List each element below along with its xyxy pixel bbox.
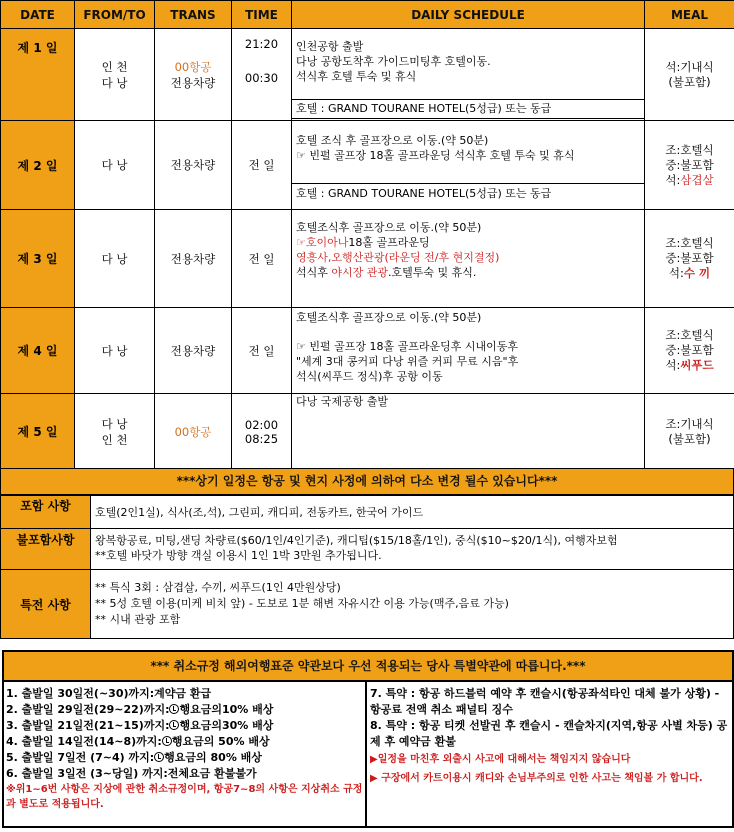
day-row-2	[1, 121, 734, 210]
schedule-line: 호텔조식후 골프장으로 이동.(약 50분)	[296, 221, 482, 234]
cancel-rules-left	[6, 686, 364, 812]
meal-cell	[645, 394, 734, 470]
time-cell	[232, 394, 292, 470]
from-to-cell	[75, 394, 155, 470]
include-text: 호텔(2인1실), 식사(조,석), 그린피, 캐디피, 전동카트, 한국어 가이드	[95, 506, 424, 519]
pointer-icon: ☞	[296, 236, 306, 249]
include-label: 포함 사항	[1, 496, 91, 528]
schedule-line: 영흥사,오행산관광(라운딩 전/후 현지결정)	[296, 251, 500, 264]
day-row-4	[1, 308, 734, 394]
cancellation-policy	[2, 650, 734, 828]
arrive-time: 08:25	[244, 431, 279, 446]
schedule-line: ☞ 빈펄 골프장 18홀 골프라운딩 석식후 호텔 투숙 및 휴식	[296, 149, 575, 162]
include-section	[0, 495, 734, 529]
to-city: 인 천	[101, 432, 128, 447]
schedule-line: 석식후 야시장 관광.호텔투숙 및 휴식.	[296, 266, 477, 279]
airline-name: 00항공	[174, 424, 212, 439]
day-label: 제 5 일	[1, 394, 75, 470]
meal-breakfast: 조:기내식	[665, 416, 714, 431]
meal-breakfast: 조:호텔식	[665, 328, 714, 342]
schedule-cell	[292, 394, 645, 470]
schedule-line: 인천공항 출발	[296, 40, 364, 53]
schedule-line: 석식후 호텔 투숙 및 휴식	[296, 70, 417, 83]
time-cell: 전 일	[232, 210, 292, 308]
meal-cell	[645, 308, 734, 394]
day-row-3	[1, 210, 734, 308]
hotel-line: 호텔 : GRAND TOURANE HOTEL(5성급) 또는 동급	[292, 99, 645, 119]
schedule-cell	[292, 210, 645, 308]
schedule-line: 호텔 조식 후 골프장으로 이동.(약 50분)	[296, 134, 489, 147]
place-cell: 다 낭	[75, 121, 155, 210]
cancel-rule: 8. 특약 : 항공 티켓 선발권 후 캔슬시 - 캔슬차지(지역,항공 사별 차등) 공제 후 예약금 환불	[370, 719, 728, 748]
schedule-line: ☞ 빈펄 골프장 18홀 골프라운딩후 시내이동후	[296, 340, 518, 353]
meal-cell	[645, 29, 734, 121]
trans-cell: 전용차량	[155, 308, 232, 394]
schedule-cell	[292, 308, 645, 394]
time-cell	[232, 29, 292, 121]
depart-time: 02:00	[244, 417, 279, 432]
clock-icon	[154, 752, 164, 762]
meal-dinner: 석:기내식	[665, 59, 714, 74]
schedule-line: "세계 3대 콩커피 다낭 위즐 커피 무료 시음"후	[296, 355, 519, 368]
vehicle: 전용차량	[170, 75, 216, 90]
schedule-line	[292, 325, 644, 339]
time-cell: 전 일	[232, 308, 292, 394]
special-label: 특전 사항	[1, 570, 91, 638]
from-to-cell	[75, 29, 155, 121]
schedule-line: ☞호이아나18홀 골프라운딩	[296, 236, 430, 249]
header-date: DATE	[1, 1, 75, 29]
special-line: ** 시내 관광 포함	[95, 613, 181, 626]
airline-name: 00항공	[174, 59, 212, 74]
clock-icon	[162, 736, 172, 746]
meal-dinner: 석:삼겹살	[665, 172, 714, 187]
header-from-to: FROM/TO	[75, 1, 155, 29]
meal-note: (불포함)	[668, 431, 711, 446]
from-city: 인 천	[101, 59, 128, 74]
header-daily-schedule: DAILY SCHEDULE	[292, 1, 645, 29]
trans-cell: 전용차량	[155, 210, 232, 308]
day-label: 제 4 일	[1, 308, 75, 394]
schedule-line: 다낭 공항도착후 가이드미팅후 호텔이동.	[296, 55, 491, 68]
special-line: ** 5성 호텔 이용(미케 비치 앞) - 도보로 1분 해변 자유시간 이용 가능(맥주,음료 가능)	[95, 597, 509, 610]
meal-cell	[645, 121, 734, 210]
special-section	[0, 569, 734, 639]
schedule-line: 다낭 국제공항 출발	[296, 395, 389, 408]
day-label: 제 3 일	[1, 210, 75, 308]
depart-time: 21:20	[244, 37, 279, 51]
trans-cell	[155, 394, 232, 470]
header-trans: TRANS	[155, 1, 232, 29]
day-label: 제 1 일	[1, 29, 75, 121]
hotel-line: 호텔 : GRAND TOURANE HOTEL(5성급) 또는 동급	[292, 183, 645, 205]
day-label: 제 2 일	[1, 121, 75, 210]
schedule-line: 호텔조식후 골프장으로 이동.(약 50분)	[296, 311, 482, 324]
divider	[365, 682, 367, 826]
meal-breakfast: 조:호텔식	[665, 142, 714, 157]
exclude-text: 왕복항공료, 미팅,샌딩 차량료($60/1인/4인기준), 캐디팁($15/18홀/1인), 중식($10~$20/1식), 여행자보험	[95, 534, 618, 547]
meal-cell	[645, 210, 734, 308]
time-cell: 전 일	[232, 121, 292, 210]
cancel-rule: 1. 출발일 30일전(~30)까지:계약금 환급	[6, 687, 212, 700]
schedule-line: 석식(씨푸드 정식)후 공항 이동	[296, 370, 443, 383]
cancel-warning: ▶일정을 마친후 외출시 사고에 대해서는 책임지지 않습니다	[370, 754, 631, 765]
meal-lunch: 중:불포함	[665, 251, 714, 265]
from-city: 다 낭	[101, 416, 128, 431]
cancel-rule: 6. 출발일 3일전 (3~당일) 까지:전체요금 환불불가	[6, 767, 257, 780]
meal-lunch: 중:불포함	[665, 157, 714, 172]
cancel-note: ※위1~6번 사항은 지상에 관한 취소규정이며, 항공7~8의 사항은 지상취소 규정과 별도로 적용됩니다.	[6, 784, 363, 810]
exclude-label: 불포함사항	[1, 529, 91, 569]
trans-cell: 전용차량	[155, 121, 232, 210]
exclude-section	[0, 528, 734, 570]
cancel-rules-right	[370, 686, 730, 786]
cancel-rule: 3. 출발일 21일전(21~15)까지: 행요금의30% 배상	[6, 719, 274, 732]
meal-dinner: 석:씨푸드	[665, 358, 714, 372]
cancel-warning: ▶ 구장에서 카트이용시 캐디와 손님부주의로 인한 사고는 책임볼 가 합니다.	[370, 773, 703, 784]
schedule-cell	[292, 121, 645, 210]
meal-breakfast: 조:호텔식	[665, 236, 714, 250]
clock-icon	[169, 720, 179, 730]
cancellation-title: *** 취소규정 해외여행표준 약관보다 우선 적용되는 당사 특별약관에 따릅니다.***	[4, 652, 732, 682]
place-cell: 다 낭	[75, 210, 155, 308]
schedule-cell	[292, 29, 645, 121]
cancel-rule: 5. 출발일 7일전 (7~4) 까지: 행요금의 80% 배상	[6, 751, 262, 764]
cancel-rule: 4. 출발일 14일전(14~8)까지: 행요금의 50% 배상	[6, 735, 270, 748]
cancel-rule: 2. 출발일 29일전(29~22)까지: 행요금의10% 배상	[6, 703, 274, 716]
cancel-rule: 7. 특약 : 항공 하드블럭 예약 후 캔슬시(항공좌석타인 대체 불가 상황) - 항공료 전액 취소 패널티 징수	[370, 687, 720, 716]
to-city: 다 낭	[101, 75, 128, 90]
day-row-5	[1, 394, 734, 470]
meal-dinner: 석:수 끼	[668, 266, 711, 280]
special-line: ** 특식 3회 : 삼겹살, 수끼, 씨푸드(1인 4만원상당)	[95, 581, 341, 594]
trans-cell	[155, 29, 232, 121]
exclude-note: **호텔 바닷가 방향 객실 이용시 1인 1박 3만원 추가됩니다.	[95, 549, 382, 562]
meal-note: (불포함)	[668, 74, 711, 89]
header-time: TIME	[232, 1, 292, 29]
arrive-time: 00:30	[244, 71, 279, 85]
clock-icon	[169, 704, 179, 714]
header-meal: MEAL	[645, 1, 734, 29]
day-row-1	[1, 29, 734, 121]
meal-lunch: 중:불포함	[665, 343, 714, 357]
place-cell: 다 낭	[75, 308, 155, 394]
schedule-notice: ***상기 일정은 항공 및 현지 사정에 의하여 다소 변경 될수 있습니다***	[0, 468, 734, 495]
